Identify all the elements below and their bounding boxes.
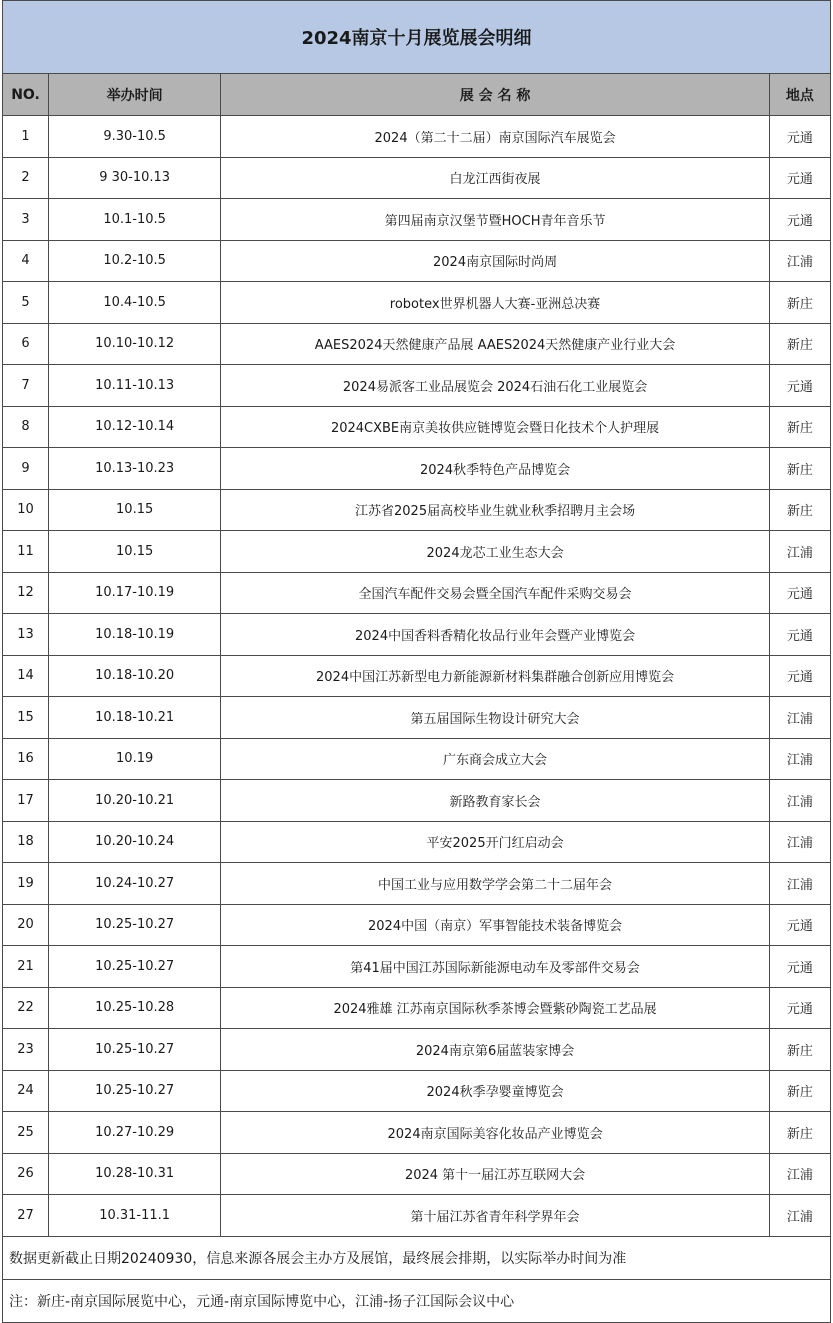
title-row — [3, 1, 831, 74]
row-number: 2 — [3, 157, 49, 199]
row-number: 14 — [3, 655, 49, 697]
row-date: 9 30-10.13 — [49, 157, 221, 199]
row-number: 1 — [3, 116, 49, 158]
table-row — [3, 863, 831, 905]
row-number: 7 — [3, 365, 49, 407]
row-venue: 江浦 — [769, 1195, 830, 1237]
row-number: 11 — [3, 531, 49, 573]
row-exhibition-name: 2024秋季孕婴童博览会 — [221, 1070, 770, 1112]
row-venue: 新庄 — [769, 448, 830, 490]
row-number: 10 — [3, 489, 49, 531]
table-row — [3, 655, 831, 697]
table-row — [3, 406, 831, 448]
row-date: 10.13-10.23 — [49, 448, 221, 490]
row-date: 10.31-11.1 — [49, 1195, 221, 1237]
row-venue: 新庄 — [769, 1070, 830, 1112]
row-exhibition-name: 2024秋季特色产品博览会 — [221, 448, 770, 490]
table-row — [3, 738, 831, 780]
row-date: 10.12-10.14 — [49, 406, 221, 448]
row-venue: 元通 — [769, 116, 830, 158]
row-number: 6 — [3, 323, 49, 365]
table-row — [3, 323, 831, 365]
row-number: 13 — [3, 614, 49, 656]
row-date: 10.25-10.28 — [49, 987, 221, 1029]
table-row — [3, 572, 831, 614]
row-number: 25 — [3, 1112, 49, 1154]
row-date: 10.28-10.31 — [49, 1153, 221, 1195]
row-venue: 江浦 — [769, 240, 830, 282]
row-date: 10.25-10.27 — [49, 1070, 221, 1112]
row-number: 19 — [3, 863, 49, 905]
header-row — [3, 74, 831, 116]
row-exhibition-name: robotex世界机器人大赛-亚洲总决赛 — [221, 282, 770, 324]
row-exhibition-name: 江苏省2025届高校毕业生就业秋季招聘月主会场 — [221, 489, 770, 531]
row-exhibition-name: 2024中国香料香精化妆品行业年会暨产业博览会 — [221, 614, 770, 656]
table-row — [3, 489, 831, 531]
row-venue: 江浦 — [769, 821, 830, 863]
row-date: 10.17-10.19 — [49, 572, 221, 614]
row-venue: 江浦 — [769, 780, 830, 822]
row-date: 10.27-10.29 — [49, 1112, 221, 1154]
table-row — [3, 1153, 831, 1195]
row-venue: 江浦 — [769, 697, 830, 739]
row-date: 10.15 — [49, 489, 221, 531]
row-exhibition-name: 2024中国江苏新型电力新能源新材料集群融合创新应用博览会 — [221, 655, 770, 697]
row-number: 17 — [3, 780, 49, 822]
table-row — [3, 821, 831, 863]
row-date: 10.18-10.20 — [49, 655, 221, 697]
row-number: 15 — [3, 697, 49, 739]
row-date: 10.25-10.27 — [49, 904, 221, 946]
row-number: 4 — [3, 240, 49, 282]
row-venue: 新庄 — [769, 406, 830, 448]
page-title: 2024南京十月展览展会明细 — [3, 1, 831, 74]
row-exhibition-name: 2024（第二十二届）南京国际汽车展览会 — [221, 116, 770, 158]
row-number: 20 — [3, 904, 49, 946]
row-number: 12 — [3, 572, 49, 614]
table-row — [3, 157, 831, 199]
venue-legend-note: 注：新庄-南京国际展览中心，元通-南京国际博览中心，江浦-扬子江国际会议中心 — [3, 1279, 831, 1322]
row-exhibition-name: 第十届江苏省青年科学界年会 — [221, 1195, 770, 1237]
row-number: 24 — [3, 1070, 49, 1112]
row-number: 9 — [3, 448, 49, 490]
table-row — [3, 904, 831, 946]
note-row-legend — [3, 1279, 831, 1322]
row-exhibition-name: 2024易派客工业品展览会 2024石油石化工业展览会 — [221, 365, 770, 407]
row-exhibition-name: 第四届南京汉堡节暨HOCH青年音乐节 — [221, 199, 770, 241]
row-date: 10.20-10.24 — [49, 821, 221, 863]
row-number: 26 — [3, 1153, 49, 1195]
row-exhibition-name: 广东商会成立大会 — [221, 738, 770, 780]
row-date: 10.24-10.27 — [49, 863, 221, 905]
table-row — [3, 116, 831, 158]
row-number: 23 — [3, 1029, 49, 1071]
exhibition-table — [2, 0, 831, 1323]
row-date: 10.20-10.21 — [49, 780, 221, 822]
table-row — [3, 531, 831, 573]
row-venue: 新庄 — [769, 1112, 830, 1154]
table-row — [3, 987, 831, 1029]
table-body — [3, 116, 831, 1237]
row-venue: 新庄 — [769, 323, 830, 365]
row-exhibition-name: 2024南京国际美容化妆品产业博览会 — [221, 1112, 770, 1154]
row-exhibition-name: 2024 第十一届江苏互联网大会 — [221, 1153, 770, 1195]
row-venue: 元通 — [769, 987, 830, 1029]
row-number: 3 — [3, 199, 49, 241]
row-venue: 元通 — [769, 904, 830, 946]
row-venue: 江浦 — [769, 1153, 830, 1195]
row-venue: 江浦 — [769, 531, 830, 573]
row-exhibition-name: 2024龙芯工业生态大会 — [221, 531, 770, 573]
row-venue: 元通 — [769, 655, 830, 697]
row-date: 10.18-10.21 — [49, 697, 221, 739]
row-date: 10.2-10.5 — [49, 240, 221, 282]
header-date: 举办时间 — [49, 74, 221, 116]
table-row — [3, 240, 831, 282]
row-date: 10.10-10.12 — [49, 323, 221, 365]
row-date: 9.30-10.5 — [49, 116, 221, 158]
row-venue: 元通 — [769, 614, 830, 656]
row-exhibition-name: 2024雅雄 江苏南京国际秋季茶博会暨紫砂陶瓷工艺品展 — [221, 987, 770, 1029]
row-exhibition-name: 第五届国际生物设计研究大会 — [221, 697, 770, 739]
table-row — [3, 946, 831, 988]
row-date: 10.11-10.13 — [49, 365, 221, 407]
table-row — [3, 282, 831, 324]
row-venue: 江浦 — [769, 863, 830, 905]
row-number: 5 — [3, 282, 49, 324]
row-venue: 新庄 — [769, 282, 830, 324]
table-row — [3, 199, 831, 241]
row-date: 10.15 — [49, 531, 221, 573]
table-row — [3, 780, 831, 822]
row-number: 8 — [3, 406, 49, 448]
row-date: 10.25-10.27 — [49, 1029, 221, 1071]
row-exhibition-name: 2024中国（南京）军事智能技术装备博览会 — [221, 904, 770, 946]
table-row — [3, 1070, 831, 1112]
row-number: 18 — [3, 821, 49, 863]
table-row — [3, 614, 831, 656]
row-exhibition-name: 第41届中国江苏国际新能源电动车及零部件交易会 — [221, 946, 770, 988]
row-exhibition-name: 中国工业与应用数学学会第二十二届年会 — [221, 863, 770, 905]
row-venue: 新庄 — [769, 489, 830, 531]
row-date: 10.19 — [49, 738, 221, 780]
row-venue: 元通 — [769, 157, 830, 199]
header-place: 地点 — [769, 74, 830, 116]
row-number: 21 — [3, 946, 49, 988]
row-date: 10.25-10.27 — [49, 946, 221, 988]
row-venue: 元通 — [769, 572, 830, 614]
row-exhibition-name: 2024CXBE南京美妆供应链博览会暨日化技术个人护理展 — [221, 406, 770, 448]
row-date: 10.1-10.5 — [49, 199, 221, 241]
row-exhibition-name: 新路教育家长会 — [221, 780, 770, 822]
table-row — [3, 1029, 831, 1071]
row-venue: 元通 — [769, 199, 830, 241]
row-number: 22 — [3, 987, 49, 1029]
row-venue: 江浦 — [769, 738, 830, 780]
header-no: NO. — [3, 74, 49, 116]
update-note: 数据更新截止日期20240930，信息来源各展会主办方及展馆，最终展会排期，以实际举办时间为准 — [3, 1236, 831, 1279]
table-row — [3, 1195, 831, 1237]
row-venue: 新庄 — [769, 1029, 830, 1071]
table-row — [3, 1112, 831, 1154]
row-date: 10.4-10.5 — [49, 282, 221, 324]
row-exhibition-name: 平安2025开门红启动会 — [221, 821, 770, 863]
table-row — [3, 697, 831, 739]
row-number: 16 — [3, 738, 49, 780]
row-exhibition-name: AAES2024天然健康产品展 AAES2024天然健康产业行业大会 — [221, 323, 770, 365]
table-row — [3, 448, 831, 490]
table-row — [3, 365, 831, 407]
row-venue: 元通 — [769, 365, 830, 407]
row-exhibition-name: 2024南京第6届蓝装家博会 — [221, 1029, 770, 1071]
row-exhibition-name: 2024南京国际时尚周 — [221, 240, 770, 282]
row-number: 27 — [3, 1195, 49, 1237]
row-date: 10.18-10.19 — [49, 614, 221, 656]
note-row-update — [3, 1236, 831, 1279]
row-exhibition-name: 白龙江西街夜展 — [221, 157, 770, 199]
header-name: 展 会 名 称 — [221, 74, 770, 116]
row-venue: 元通 — [769, 946, 830, 988]
row-exhibition-name: 全国汽车配件交易会暨全国汽车配件采购交易会 — [221, 572, 770, 614]
